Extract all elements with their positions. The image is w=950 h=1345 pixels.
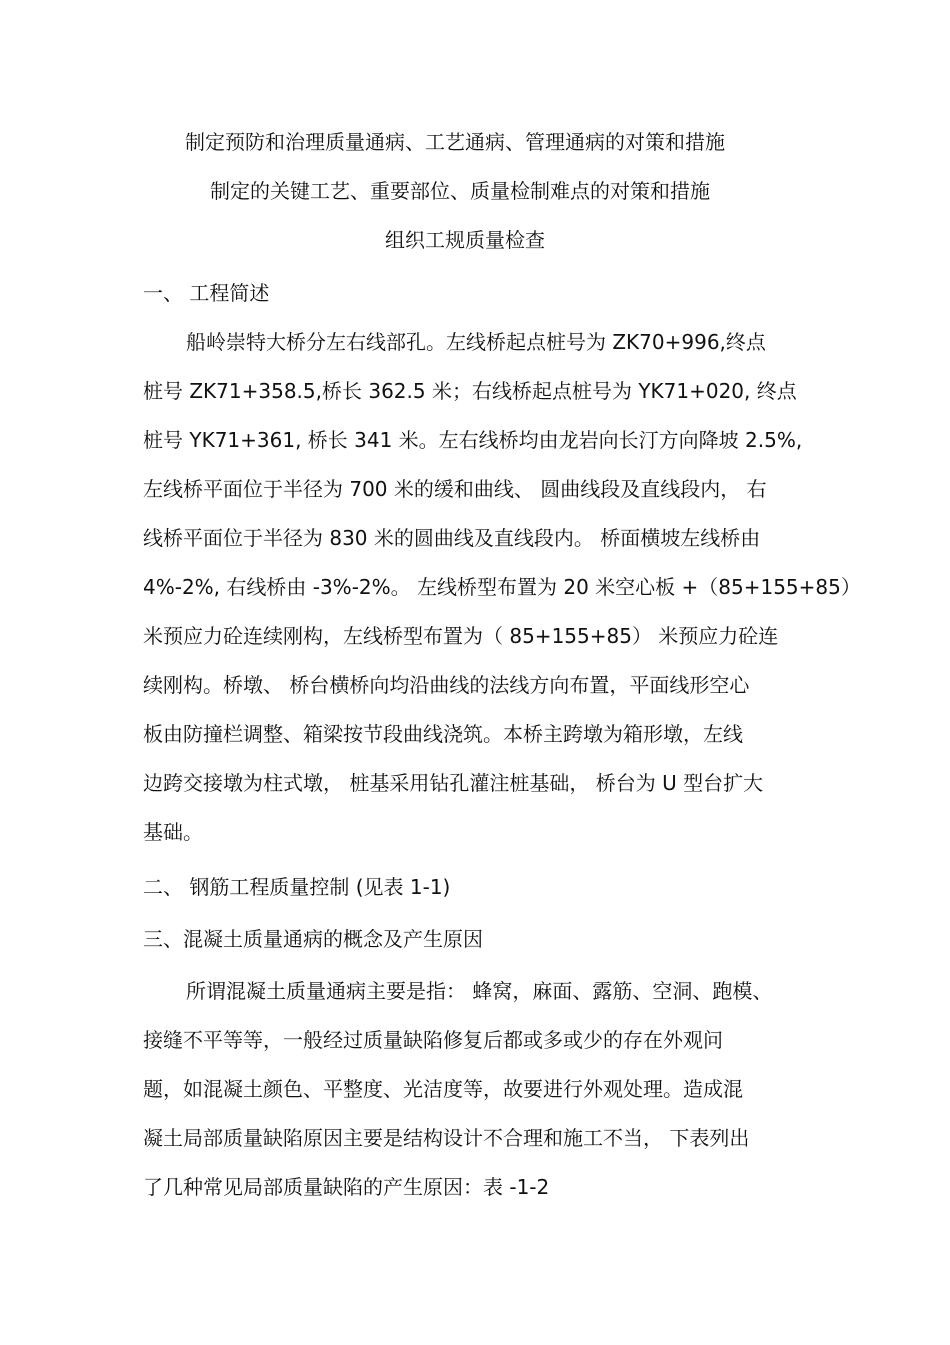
- paragraph-1-line: 左线桥平面位于半径为 700 米的缓和曲线、 圆曲线段及直线段内， 右: [143, 477, 767, 501]
- paragraph-1-line: 桩号 ZK71+358.5,桥长 362.5 米；右线桥起点桩号为 YK71+020, 终点: [143, 379, 797, 403]
- paragraph-3-line: 所谓混凝土质量通病主要是指： 蜂窝，麻面、露筋、空洞、跑模、: [186, 979, 773, 1003]
- section-2-heading: 二、 钢筋工程质量控制 (见表 1-1): [143, 875, 451, 899]
- paragraph-1-line: 续刚构。桥墩、 桥台横桥向均沿曲线的法线方向布置，平面线形空心: [143, 673, 750, 697]
- paragraph-1-line: 船岭崇特大桥分左右线部孔。左线桥起点桩号为 ZK70+996,终点: [186, 330, 766, 354]
- paragraph-1-line: 基础。: [143, 820, 203, 844]
- paragraph-1-line: 线桥平面位于半径为 830 米的圆曲线及直线段内。 桥面横坡左线桥由: [143, 526, 761, 550]
- paragraph-1-line: 桩号 YK71+361, 桥长 341 米。左右线桥均由龙岩向长汀方向降坡 2.5%,: [143, 428, 803, 452]
- paragraph-1-line: 米预应力砼连续刚构，左线桥型布置为（ 85+155+85） 米预应力砼连: [143, 624, 779, 648]
- document-title-3: 组织工规质量检查: [385, 228, 545, 252]
- paragraph-1-line: 板由防撞栏调整、箱梁按节段曲线浇筑。本桥主跨墩为箱形墩，左线: [143, 722, 743, 746]
- paragraph-3-line: 了几种常见局部质量缺陷的产生原因：表 -1-2: [143, 1175, 550, 1199]
- document-title-1: 制定预防和治理质量通病、工艺通病、管理通病的对策和措施: [185, 130, 725, 154]
- section-1-heading: 一、 工程简述: [143, 281, 270, 305]
- paragraph-1-line: 边跨交接墩为柱式墩， 桩基采用钻孔灌注桩基础， 桥台为 U 型台扩大: [143, 771, 764, 795]
- paragraph-1-line: 4%-2%, 右线桥由 -3%-2%。 左线桥型布置为 20 米空心板 +（85+155+85）: [143, 575, 861, 599]
- section-3-heading: 三、混凝土质量通病的概念及产生原因: [143, 927, 483, 951]
- paragraph-3-line: 凝土局部质量缺陷原因主要是结构设计不合理和施工不当， 下表列出: [143, 1126, 750, 1150]
- document-title-2: 制定的关键工艺、重要部位、质量检制难点的对策和措施: [210, 179, 710, 203]
- paragraph-3-line: 接缝不平等等，一般经过质量缺陷修复后都或多或少的存在外观问: [143, 1028, 723, 1052]
- paragraph-3-line: 题，如混凝土颜色、平整度、光洁度等，故要进行外观处理。造成混: [143, 1077, 743, 1101]
